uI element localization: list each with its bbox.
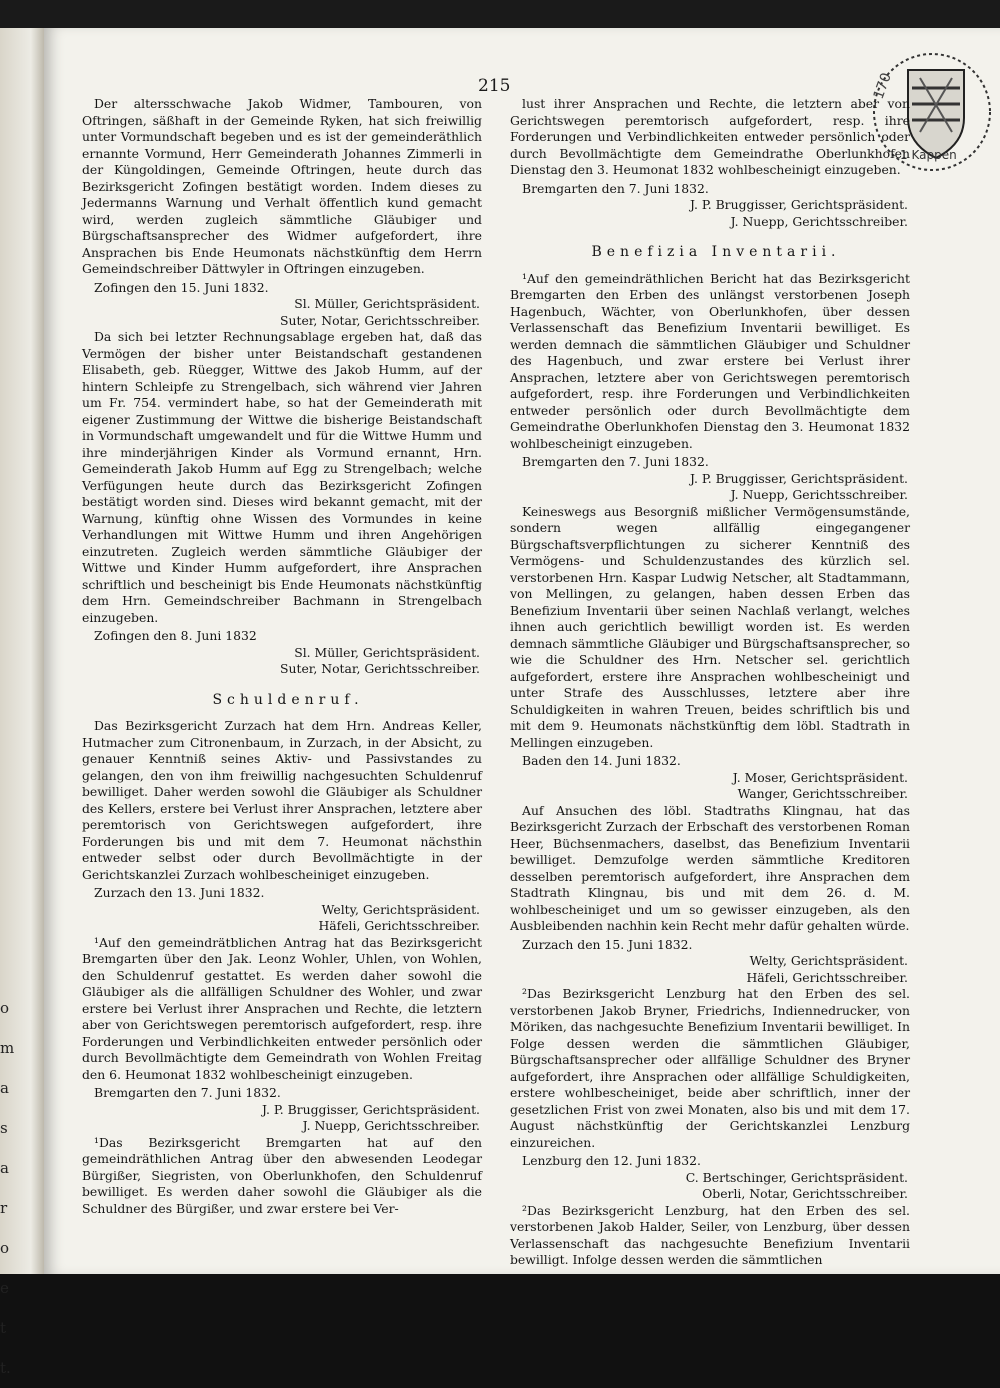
notice-dateline: Zofingen den 15. Juni 1832. bbox=[94, 279, 269, 295]
notice-dateline: Bremgarten den 7. Juni 1832. bbox=[522, 180, 709, 196]
notice-paragraph: Auf Ansuchen des löbl. Stadtraths Klingnau, hat das Bezirksgericht Zurzach der Erbschaft des verstorbenen Roman Heer, Büchsenmachers, daselbst, das Benefizium Inventarii bewilliget. Demzufolge werden sämmtliche Kreditoren desselben peremtorisch aufgefordert, ihre Ansprachen dem Stadtrath Klingnau, bis und mit dem 26. d. M. wohlbescheiniget und um so gewisser einzugeben, als den Ausbleibenden nachhin kein Recht mehr dafür gehalten würde. bbox=[510, 802, 910, 933]
notice-paragraph: ²Das Bezirksgericht Lenzburg, hat den Erben des sel. verstorbenen Jakob Halder, Seiler, von Lenzburg, über dessen Verlassenschaft das nachgesuchte Benefizium Inventarii bewilligt. Infolge dessen werden die sämmtlichen bbox=[510, 1202, 910, 1267]
notice-signature: Welty, Gerichtspräsident. bbox=[321, 901, 480, 917]
notice-signature: Wanger, Gerichtsschreiber. bbox=[737, 786, 908, 801]
notice-signature: J. P. Bruggisser, Gerichtspräsident. bbox=[689, 470, 908, 486]
notice-paragraph: Da sich bei letzter Rechnungsablage ergeben hat, daß das Vermögen der bisher unter Beistandschaft gestandenen Elisabeth, geb. Rüegger, Wittwe des Jakob Humm, auf der hintern Schleipfe zu Strengelbach, sich während vier Jahren um Fr. 754. vermindert habe, so hat der Gemeinderath mit eigener Zustimmung der Wittwe die bisherige Beistandschaft in Vormundschaft umgewandelt und für die Wittwe Humm und ihre minderjährigen Kinder als Vormund ernannt, Hrn. Gemeinderath Jakob Humm auf Egg zu Strengelbach; welche Verfügungen heute durch das Bezirksgericht Zofingen bestätigt worden sind. Dieses wird bekannt gemacht, mit der Warnung, künftig ohne Wissen des Vormundes in keine Verhandlungen mit Wittwe Humm und ihren Angehörigen einzutreten. Zugleich werden sämmtliche Gläubiger der Wittwe und Kinder Humm aufgefordert, ihre Ansprachen schriftlich und bescheinigt bis Ende Heumonats nächstkünftig dem Hrn. Gemeindschreiber Bachmann in Strengelbach einzugeben. bbox=[82, 329, 482, 625]
margin-letter: t bbox=[0, 1319, 7, 1337]
notice-signature: J. P. Bruggisser, Gerichtspräsident. bbox=[689, 197, 908, 212]
notice-signature: J. Nuepp, Gerichtsschreiber. bbox=[302, 1118, 480, 1133]
previous-page-edge bbox=[0, 28, 44, 1377]
notice-dateline: Bremgarten den 7. Juni 1832. bbox=[522, 454, 709, 469]
notice-dateline: Zurzach den 13. Juni 1832. bbox=[94, 885, 265, 900]
notice-dateline: Lenzburg den 12. Juni 1832. bbox=[522, 1153, 701, 1168]
margin-letter: m bbox=[0, 1039, 15, 1057]
right-column bbox=[510, 96, 910, 1271]
notice-signature: Oberli, Notar, Gerichtsschreiber. bbox=[702, 1186, 908, 1201]
notice-paragraph: Das Bezirksgericht Zurzach hat dem Hrn. Andreas Keller, Hutmacher zum Citronenbaum, in Zurzach, in der Absicht, zu genauer Kenntniß seines Aktiv- und Passivstandes zu gelangen, den von ihm freiwillig nachgesuchten Schuldenruf bewilliget. Daher werden sowohl die Gläubiger als Schuldner des Kellers, erstere bei Verlust ihrer Ansprachen, letztere aber peremtorisch von Gerichtswegen aufgefordert, ihre Forderungen bis und mit dem 7. Heumonat nächsthin entweder selbst oder durch Bevollmächtigte in der Gerichtskanzlei Zurzach wohlbescheiniget einzugeben. bbox=[82, 718, 482, 882]
stamp-label: 1 Kappen bbox=[900, 148, 957, 162]
notice-dateline: Zurzach den 15. Juni 1832. bbox=[522, 936, 693, 952]
notice-signature: Sl. Müller, Gerichtspräsident. bbox=[294, 296, 480, 311]
notice-paragraph: ¹Das Bezirksgericht Bremgarten hat auf den gemeindräthlichen Antrag über den abwesenden Leodegar Bürgißer, Siegristen, von Oberlunkhofen, den Schuldenruf bewilliget. Es werden daher sowohl die Gläubiger als die Schuldner des Bürgißer, und zwar erstere bei Ver- bbox=[82, 1134, 482, 1216]
margin-letter: o bbox=[0, 1239, 10, 1257]
previous-page-margin-letters bbox=[0, 988, 14, 1388]
notice-signature: Häfeli, Gerichtsschreiber. bbox=[746, 969, 908, 985]
section-heading: Schuldenruf. bbox=[212, 691, 364, 708]
notice-signature: Suter, Notar, Gerichtsschreiber. bbox=[280, 661, 480, 676]
left-column bbox=[82, 96, 482, 1219]
page-number: 215 bbox=[478, 76, 511, 96]
margin-letter: a bbox=[0, 1079, 9, 1097]
margin-letter: s bbox=[0, 1119, 8, 1137]
notice-signature: Häfeli, Gerichtsschreiber. bbox=[318, 918, 480, 933]
notice-signature: Welty, Gerichtspräsident. bbox=[749, 953, 908, 968]
notice-paragraph: ¹Auf den gemeindräthlichen Bericht hat das Bezirksgericht Bremgarten den Erben des unlängst verstorbenen Joseph Hagenbuch, Wächter, von Oberlunkhofen, über dessen Verlassenschaft das Benefizium Inventarii bewilliget. Es werden demnach die sämmtlichen Gläubiger und Schuldner des Hagenbuch, und zwar erstere bei Verlust ihrer Ansprachen, letztere aber von Gerichtswegen peremtorisch aufgefordert, resp. ihre Forderungen und Verbindlichkeiten entweder persönlich oder durch Bevollmächtigte dem Gemeindrathe Oberlunkhofen Dienstag den 3. Heumonat 1832 wohlbescheinigt einzugeben. bbox=[510, 270, 910, 451]
notice-signature: J. P. Bruggisser, Gerichtspräsident. bbox=[261, 1101, 480, 1117]
notice-paragraph: ¹Auf den gemeindrätblichen Antrag hat das Bezirksgericht Bremgarten über den Jak. Leonz Wohler, Uhlen, von Wohlen, den Schuldenruf gestattet. Es werden daher sowohl die Gläubiger als die allfälligen Schuldner des Wohler, und zwar erstere bei Verlust ihrer Ansprachen und Rechte, die letztern aber von Gerichtswegen peremtorisch aufgefordert, resp. ihre Forderungen und Verbindlichkeiten entweder persönlich oder durch Bevollmächtigte dem Gemeindrath von Wohlen Freitag den 6. Heumonat 1832 wohlbescheinigt einzugeben. bbox=[82, 934, 482, 1082]
notice-paragraph: Keineswegs aus Besorgniß mißlicher Vermögensumstände, sondern wegen allfällig eingegangener Bürgschaftsverpflichtungen zu sicherer Kenntniß des Vermögens- und Schuldenzustandes des kürzlich sel. verstorbenen Hrn. Kaspar Ludwig Netscher, alt Stadtammann, von Mellingen, zu gelangen, haben dessen Erben das Benefizium Inventarii über seinen Nachlaß verlangt, welches ihnen auch gerichtlich bewilligt worden ist. Es werden demnach sämmtliche Gläubiger und Bürgschaftsansprecher, so wie die Schuldner des Hrn. Netscher sel. gerichtlich aufgefordert, erstere ihre Ansprachen wohlbescheinigt und unter Strafe des Ausschlusses, letztere aber ihre Schuldigkeiten in wahren Treuen, beides schriftlich bis und mit dem 9. Heumonats nächstkünftig dem löbl. Stadtrath in Mellingen einzugeben. bbox=[510, 503, 910, 750]
notice-dateline: Bremgarten den 7. Juni 1832. bbox=[94, 1085, 281, 1100]
margin-letter: e bbox=[0, 1279, 9, 1297]
section-heading: Benefizia Inventarii. bbox=[591, 244, 841, 260]
stamp-digits: 170 bbox=[870, 70, 895, 102]
notice-signature: Sl. Müller, Gerichtspräsident. bbox=[294, 644, 480, 660]
margin-letter: o bbox=[0, 999, 10, 1017]
notice-paragraph: lust ihrer Ansprachen und Rechte, die letztern aber von Gerichtswegen peremtorisch aufgefordert, resp. ihre Forderungen und Verbindlichkeiten entweder persönlich oder durch Bevollmächtigte dem Gemeindrathe Oberlunkhofen Dienstag den 3. Heumonat 1832 wohlbescheinigt einzugeben. bbox=[510, 96, 910, 177]
margin-letter: a bbox=[0, 1159, 9, 1177]
notice-paragraph: Der altersschwache Jakob Widmer, Tambouren, von Oftringen, säßhaft in der Gemeinde Ryken, hat sich freiwillig unter Vormundschaft begeben und es ist der gemeinderäthlich ernannte Vormund, Herr Gemeinderath Johannes Zimmerli in der Küngoldingen, Gemeinde Oftringen, heute durch das Bezirksgericht Zofingen bestätigt worden. Indem dieses zu Jedermanns Warnung und Verhalt öffentlich kund gemacht wird, werden zugleich sämmtliche Gläubiger und Bürgschaftsansprecher des Widmer aufgefordert, ihre Ansprachen bis Ende Heumonats nächstkünftig dem Herrn Gemeindschreiber Dättwyler in Oftringen einzugeben. bbox=[82, 96, 482, 276]
notice-signature: Suter, Notar, Gerichtsschreiber. bbox=[280, 312, 480, 328]
notice-dateline: Zofingen den 8. Juni 1832 bbox=[94, 628, 257, 643]
notice-dateline: Baden den 14. Juni 1832. bbox=[522, 753, 681, 768]
notice-signature: J. Moser, Gerichtspräsident. bbox=[732, 769, 908, 785]
margin-letter: t. bbox=[0, 1359, 11, 1377]
margin-letter: r bbox=[0, 1199, 8, 1217]
notice-signature: J. Nuepp, Gerichtsschreiber. bbox=[730, 487, 908, 502]
notice-signature: C. Bertschinger, Gerichtspräsident. bbox=[685, 1169, 908, 1185]
notice-signature: J. Nuepp, Gerichtsschreiber. bbox=[730, 213, 908, 229]
notice-paragraph: ²Das Bezirksgericht Lenzburg hat den Erben des sel. verstorbenen Jakob Bryner, Friedrichs, Indiennedrucker, von Möriken, das nachgesuchte Benefizium Inventarii bewilliget. In Folge dessen werden die sämmtlichen Gläubiger, Bürgschaftsansprecher oder allfällige Schuldner des Bryner aufgefordert, ihre Ansprachen oder allfällige Schuldigkeiten, erstere wohlbescheiniget, beide aber schriftlich, inner der gesetzlichen Frist von zwei Monaten, also bis und mit dem 17. August nächstkünftig der Gerichtskanzlei Lenzburg einzureichen. bbox=[510, 986, 910, 1150]
